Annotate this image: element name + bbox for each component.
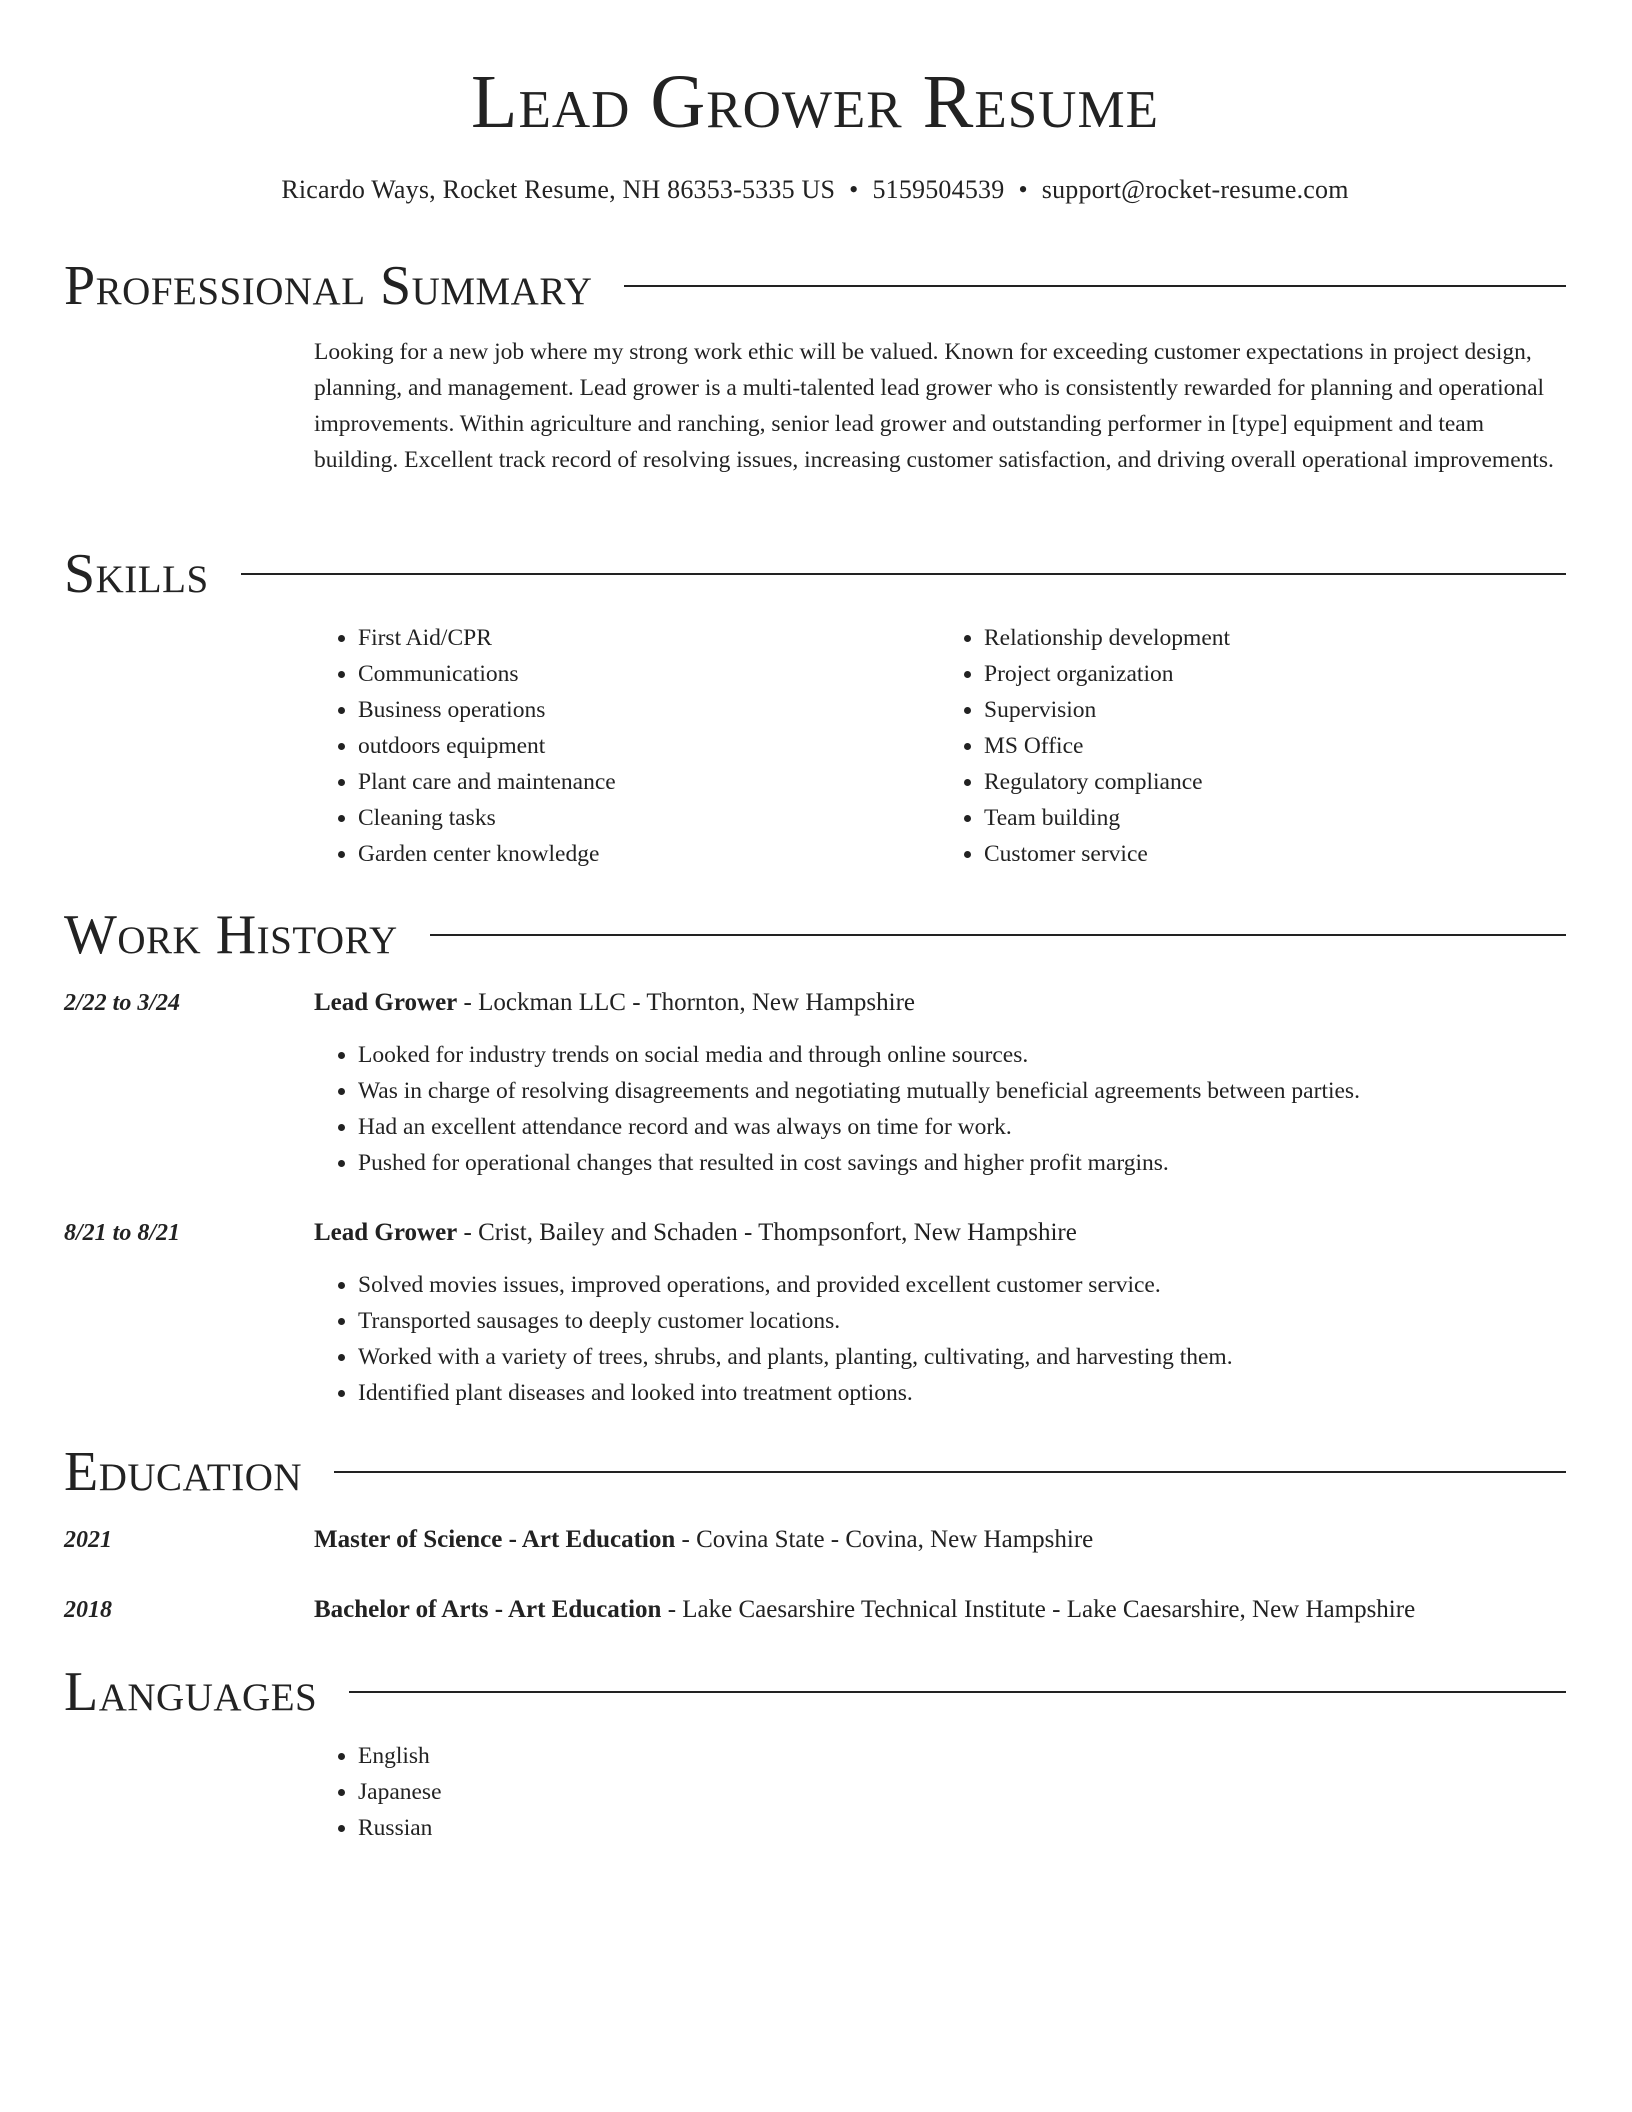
section-header-education xyxy=(64,1437,1566,1507)
languages-body xyxy=(314,1738,1566,1846)
contact-separator: • xyxy=(849,175,859,204)
language-item: • Russian xyxy=(358,1810,1566,1846)
job-bullet: • Transported sausages to deeply customer locations. xyxy=(358,1303,1566,1339)
skill-item: • Relationship development xyxy=(984,620,1566,656)
education-heading xyxy=(314,1592,1566,1628)
job-bullet: • Looked for industry trends on social media and through online sources. xyxy=(358,1037,1566,1073)
resume-title: Lead Grower Resume xyxy=(471,60,1159,144)
section-title-work: Work History xyxy=(64,904,398,966)
education-details: - Covina State - Covina, New Hampshire xyxy=(675,1526,1094,1553)
job-bullet: • Identified plant diseases and looked into treatment options. xyxy=(358,1375,1566,1411)
skill-item: • Cleaning tasks xyxy=(358,800,940,836)
language-item: • Japanese xyxy=(358,1774,1566,1810)
contact-line xyxy=(64,170,1566,210)
section-divider xyxy=(624,285,1566,287)
education-degree: Bachelor of Arts - Art Education xyxy=(314,1596,662,1623)
skill-item: • Project organization xyxy=(984,656,1566,692)
section-divider xyxy=(334,1471,1566,1473)
contact-separator: • xyxy=(1018,175,1028,204)
skill-item: • Supervision xyxy=(984,692,1566,728)
section-title-skills: Skills xyxy=(64,543,209,605)
contact-email: support@rocket-resume.com xyxy=(1041,175,1349,204)
section-header-languages xyxy=(64,1657,1566,1727)
section-divider xyxy=(241,573,1566,575)
job-dates: 8/21 to 8/21 xyxy=(64,1220,181,1246)
skill-item: • First Aid/CPR xyxy=(358,620,940,656)
skill-item: • Team building xyxy=(984,800,1566,836)
job-title: Lead Grower xyxy=(314,1219,458,1246)
contact-address: Ricardo Ways, Rocket Resume, NH 86353-5335 US xyxy=(281,175,836,204)
skill-item: • outdoors equipment xyxy=(358,728,940,764)
job-bullet: • Pushed for operational changes that resulted in cost savings and higher profit margins. xyxy=(358,1145,1566,1181)
summary-body xyxy=(314,334,1566,478)
education-entry xyxy=(314,1522,1566,1558)
job-heading xyxy=(314,985,1566,1021)
education-heading xyxy=(314,1522,1566,1558)
section-title-languages: Languages xyxy=(64,1661,318,1723)
skill-item: • Customer service xyxy=(984,836,1566,872)
skills-list-left xyxy=(314,620,940,872)
skills-list-right xyxy=(940,620,1566,872)
skill-item: • Regulatory compliance xyxy=(984,764,1566,800)
job-bullet: • Solved movies issues, improved operations, and provided excellent customer service. xyxy=(358,1267,1566,1303)
job-bullet: • Had an excellent attendance record and was always on time for work. xyxy=(358,1109,1566,1145)
section-header-skills xyxy=(64,539,1566,609)
languages-list xyxy=(314,1738,1566,1846)
job-title: Lead Grower xyxy=(314,989,458,1016)
job-heading xyxy=(314,1215,1566,1251)
skill-item: • Business operations xyxy=(358,692,940,728)
skill-item: • MS Office xyxy=(984,728,1566,764)
section-header-summary xyxy=(64,251,1566,321)
language-item: • English xyxy=(358,1738,1566,1774)
job-bullet: • Worked with a variety of trees, shrubs, and plants, planting, cultivating, and harvesting them. xyxy=(358,1339,1566,1375)
section-divider xyxy=(430,934,1566,936)
education-entry xyxy=(314,1592,1566,1628)
education-year: 2021 xyxy=(64,1527,112,1553)
job-details: - Crist, Bailey and Schaden - Thompsonfort, New Hampshire xyxy=(457,1219,1077,1246)
job-dates: 2/22 to 3/24 xyxy=(64,990,181,1016)
section-divider xyxy=(349,1691,1566,1693)
job-bullets xyxy=(314,1267,1566,1411)
job-bullets xyxy=(314,1037,1566,1181)
job-bullet: • Was in charge of resolving disagreements and negotiating mutually beneficial agreements between parties. xyxy=(358,1073,1566,1109)
education-details: - Lake Caesarshire Technical Institute - Lake Caesarshire, New Hampshire xyxy=(661,1596,1416,1623)
skill-item: • Plant care and maintenance xyxy=(358,764,940,800)
summary-text: Looking for a new job where my strong work ethic will be valued. Known for exceeding customer expectations in project design, planning, and management. Lead grower is a multi-talented lead grower who is consistently rewarded for planning and operational improvements. Within agriculture and ranching, senior lead grower and outstanding performer in [type] equipment and team building. Excellent track record of resolving issues, increasing customer satisfaction, and driving overall operational improvements. xyxy=(314,339,1554,473)
skill-item: • Communications xyxy=(358,656,940,692)
skill-item: • Garden center knowledge xyxy=(358,836,940,872)
contact-phone: 5159504539 xyxy=(872,175,1005,204)
education-degree: Master of Science - Art Education xyxy=(314,1526,676,1553)
job-details: - Lockman LLC - Thornton, New Hampshire xyxy=(457,989,916,1016)
section-title-summary: Professional Summary xyxy=(64,255,593,317)
job-entry xyxy=(314,985,1566,1181)
section-title-education: Education xyxy=(64,1441,303,1503)
section-header-work xyxy=(64,900,1566,970)
skills-body xyxy=(314,620,1566,872)
education-year: 2018 xyxy=(64,1597,112,1623)
job-entry xyxy=(314,1215,1566,1411)
